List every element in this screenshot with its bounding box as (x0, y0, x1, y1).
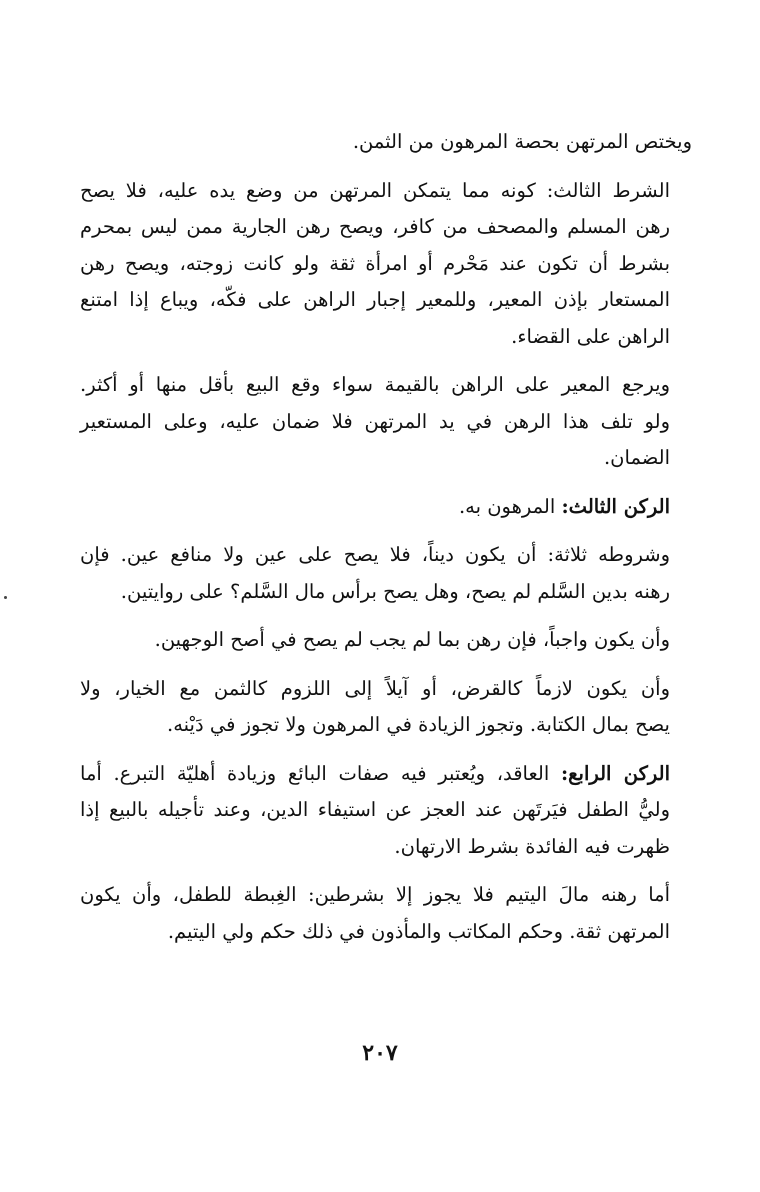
heading-text: العاقد، ويُعتبر فيه صفات البائع وزيادة أهليّة التبرع. أما (80, 761, 561, 785)
page-body (80, 124, 692, 950)
paragraph (80, 124, 692, 161)
text-line: وأن يكون لازماً كالقرض، أو آيلاً إلى اللزوم كالثمن مع الخيار، ولا (80, 676, 670, 700)
text-line: الضمان. (603, 446, 670, 469)
paragraph (80, 367, 692, 477)
text-line: المرتهن ثقة. وحكم المكاتب والمأذون في ذلك حكم ولي اليتيم. (167, 919, 670, 943)
text-line: الشرط الثالث: كونه مما يتمكن المرتهن من وضع يده عليه، فلا يصح (80, 178, 670, 202)
text-line: ويرجع المعير على الراهن بالقيمة سواء وقع البيع بأقل منها أو أكثر. (80, 373, 670, 396)
text-line: وليُّ الطفل فيَرتَهن عند العجز عن استيفاء الدين، وعند تأجيله بالبيع إذا (80, 798, 670, 821)
page-number: ٢٠٧ (362, 1040, 398, 1066)
text-line: ظهرت فيه الفائدة بشرط الارتهان. (394, 834, 670, 858)
paragraph (80, 671, 692, 744)
heading-text: المرهون به. (458, 494, 562, 518)
section-heading: الركن الثالث: (561, 494, 670, 518)
section-heading: الركن الرابع: (560, 761, 670, 785)
text-line: رهن المسلم والمصحف من كافر، ويصح رهن الجارية ممن ليس بمحرم (80, 215, 670, 238)
paragraph (80, 173, 692, 356)
text-line: يصح بمال الكتابة. وتجوز الزيادة في المرهون ولا تجوز في دَيْنه. (167, 713, 670, 736)
text-line (80, 489, 692, 526)
text-line: ولو تلف هذا الرهن في يد المرتهن فلا ضمان عليه، وعلى المستعير (80, 409, 670, 433)
margin-mark (4, 596, 7, 599)
text-line: المستعار بإذن المعير، وللمعير إجبار الراهن على فكّه، ويباع إذا امتنع (80, 288, 670, 311)
paragraph (80, 756, 692, 866)
text-line: وأن يكون واجباً، فإن رهن بما لم يجب لم يصح في أصح الوجهين. (154, 628, 670, 651)
text-line: بشرط أن تكون عند مَحْرم أو امرأة ثقة ولو كانت زوجته، ويصح رهن (80, 251, 670, 275)
text-line: رهنه بدين السَّلم لم يصح، وهل يصح برأس مال السَّلم؟ على روايتين. (120, 579, 670, 603)
text-line: وشروطه ثلاثة: أن يكون ديناً، فلا يصح على عين ولا منافع عين. فإن (80, 543, 670, 566)
paragraph (80, 489, 692, 526)
text-line: أما رهنه مالَ اليتيم فلا يجوز إلا بشرطين: الغِبطة للطفل، وأن يكون (80, 883, 670, 906)
paragraph (80, 622, 692, 659)
paragraph (80, 877, 692, 950)
text-line: ويختص المرتهن بحصة المرهون من الثمن. (352, 130, 692, 153)
text-line: الراهن على القضاء. (511, 324, 670, 348)
text-line (80, 756, 692, 793)
paragraph (80, 537, 692, 610)
